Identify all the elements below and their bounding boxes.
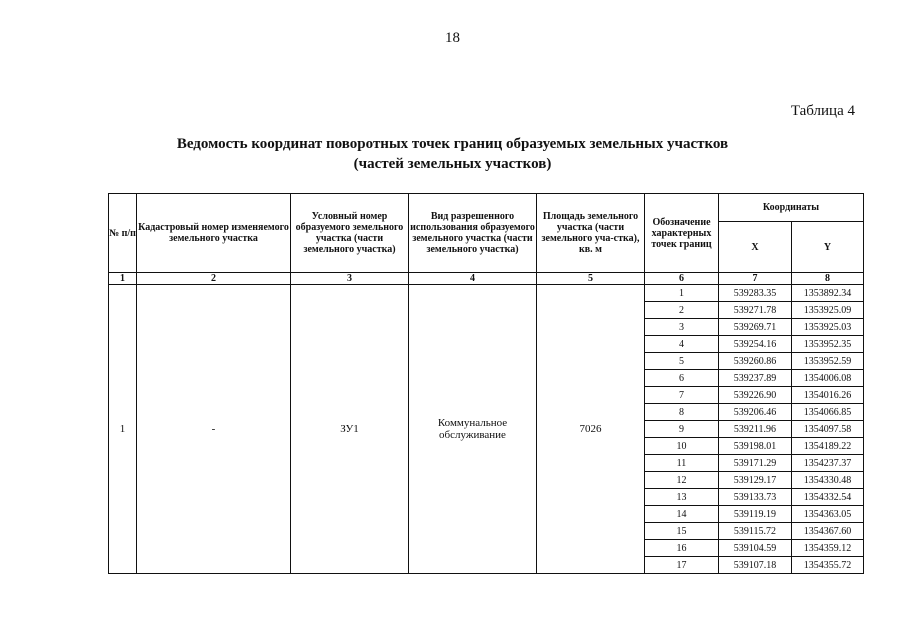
point-cell: 11 xyxy=(645,455,719,472)
column-number: 2 xyxy=(137,273,291,285)
x-cell: 539254.16 xyxy=(719,336,792,353)
point-cell: 8 xyxy=(645,404,719,421)
header-coordinates: Координаты xyxy=(719,194,864,222)
y-cell: 1354006.08 xyxy=(792,370,864,387)
y-cell: 1353952.59 xyxy=(792,353,864,370)
coordinates-table xyxy=(108,193,864,574)
x-cell: 539260.86 xyxy=(719,353,792,370)
y-cell: 1353892.34 xyxy=(792,285,864,302)
header-num: № п/п xyxy=(109,194,137,273)
x-cell: 539171.29 xyxy=(719,455,792,472)
y-cell: 1354332.54 xyxy=(792,489,864,506)
document-title-line-2: (частей земельных участков) xyxy=(353,156,552,172)
y-cell: 1354189.22 xyxy=(792,438,864,455)
document-title-line-1: Ведомость координат поворотных точек границ образуемых земельных участков xyxy=(176,136,729,152)
y-cell: 1354367.60 xyxy=(792,523,864,540)
y-cell: 1354363.05 xyxy=(792,506,864,523)
header-y: Y xyxy=(792,222,864,273)
point-cell: 13 xyxy=(645,489,719,506)
y-cell: 1353952.35 xyxy=(792,336,864,353)
y-cell: 1354097.58 xyxy=(792,421,864,438)
x-cell: 539119.19 xyxy=(719,506,792,523)
column-number: 6 xyxy=(645,273,719,285)
x-cell: 539226.90 xyxy=(719,387,792,404)
point-cell: 15 xyxy=(645,523,719,540)
parcel-num-cell: 1 xyxy=(109,285,137,574)
document-title xyxy=(0,134,905,174)
x-cell: 539269.71 xyxy=(719,319,792,336)
y-cell: 1354330.48 xyxy=(792,472,864,489)
y-cell: 1354066.85 xyxy=(792,404,864,421)
point-cell: 3 xyxy=(645,319,719,336)
x-cell: 539198.01 xyxy=(719,438,792,455)
table-label: Таблица 4 xyxy=(790,103,855,119)
column-number: 4 xyxy=(409,273,537,285)
header-x: X xyxy=(719,222,792,273)
x-cell: 539271.78 xyxy=(719,302,792,319)
header-conditional-number: Условный номер образуемого земельного участка (части земельного участка) xyxy=(291,194,409,273)
column-number: 3 xyxy=(291,273,409,285)
area-cell: 7026 xyxy=(537,285,645,574)
y-cell: 1354355.72 xyxy=(792,557,864,574)
point-cell: 17 xyxy=(645,557,719,574)
point-cell: 16 xyxy=(645,540,719,557)
x-cell: 539133.73 xyxy=(719,489,792,506)
y-cell: 1354359.12 xyxy=(792,540,864,557)
x-cell: 539104.59 xyxy=(719,540,792,557)
y-cell: 1353925.09 xyxy=(792,302,864,319)
column-number: 7 xyxy=(719,273,792,285)
y-cell: 1354016.26 xyxy=(792,387,864,404)
column-number: 8 xyxy=(792,273,864,285)
point-cell: 14 xyxy=(645,506,719,523)
y-cell: 1353925.03 xyxy=(792,319,864,336)
header-cadastral-number: Кадастровый номер изменяемого земельного участка xyxy=(137,194,291,273)
column-number: 1 xyxy=(109,273,137,285)
table-row xyxy=(109,285,864,302)
permitted-use-cell: Коммунальное обслуживание xyxy=(409,285,537,574)
point-cell: 6 xyxy=(645,370,719,387)
x-cell: 539283.35 xyxy=(719,285,792,302)
cadastral-number-cell: - xyxy=(137,285,291,574)
x-cell: 539206.46 xyxy=(719,404,792,421)
point-cell: 5 xyxy=(645,353,719,370)
x-cell: 539115.72 xyxy=(719,523,792,540)
x-cell: 539107.18 xyxy=(719,557,792,574)
page-number: 18 xyxy=(445,30,460,46)
point-cell: 12 xyxy=(645,472,719,489)
point-cell: 4 xyxy=(645,336,719,353)
column-number-row xyxy=(109,273,864,285)
point-cell: 2 xyxy=(645,302,719,319)
x-cell: 539129.17 xyxy=(719,472,792,489)
column-number: 5 xyxy=(537,273,645,285)
point-cell: 9 xyxy=(645,421,719,438)
point-cell: 7 xyxy=(645,387,719,404)
x-cell: 539211.96 xyxy=(719,421,792,438)
point-cell: 10 xyxy=(645,438,719,455)
header-boundary-points: Обозначение характерных точек границ xyxy=(645,194,719,273)
x-cell: 539237.89 xyxy=(719,370,792,387)
conditional-number-cell: ЗУ1 xyxy=(291,285,409,574)
header-permitted-use: Вид разрешенного использования образуемого земельного участка (части земельного участка) xyxy=(409,194,537,273)
y-cell: 1354237.37 xyxy=(792,455,864,472)
point-cell: 1 xyxy=(645,285,719,302)
header-area: Площадь земельного участка (части земельного уча-стка), кв. м xyxy=(537,194,645,273)
